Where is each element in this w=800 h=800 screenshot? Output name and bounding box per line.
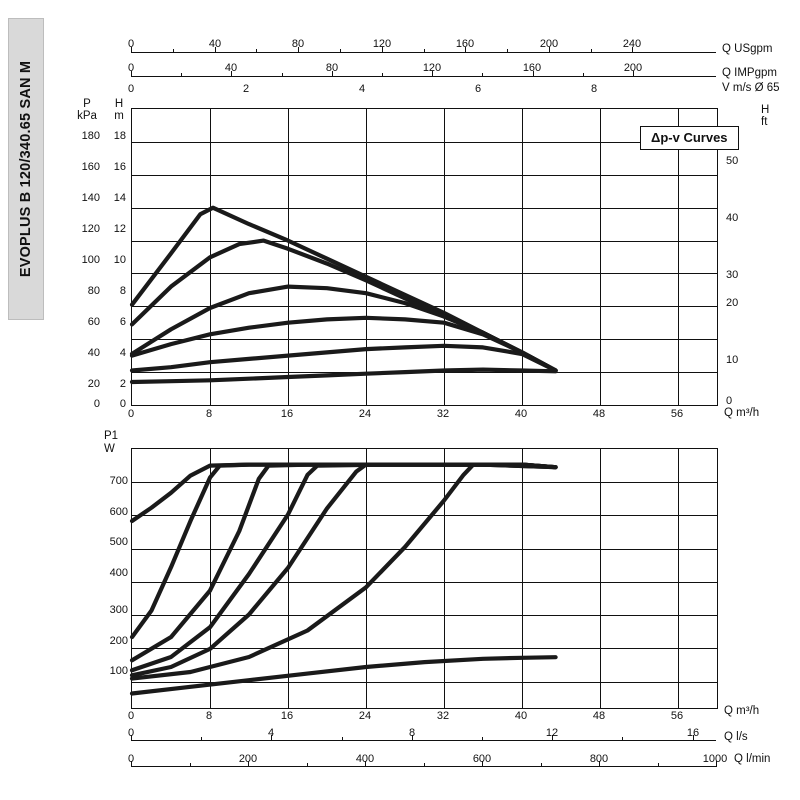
xtick1-48: 48 — [592, 408, 606, 420]
xtick-lmin-400: 400 — [355, 753, 375, 765]
axis-tick-usgpm-0: 0 — [127, 38, 135, 50]
xtick-lmin-200: 200 — [238, 753, 258, 765]
ytick-h-10: 10 — [113, 254, 126, 266]
ytick-p-40: 40 — [87, 347, 100, 359]
legend-label: Δp-v Curves — [651, 130, 728, 145]
axis-title-q-ls: Q l/s — [724, 731, 748, 743]
xtick2-16: 16 — [280, 710, 294, 722]
axis-tick-usgpm-240: 240 — [622, 38, 642, 50]
axis-tick-vms-8: 8 — [590, 83, 598, 95]
xtick1-8: 8 — [205, 408, 213, 420]
xtick2-0: 0 — [127, 710, 135, 722]
ytick-p-160: 160 — [81, 161, 100, 173]
xtick-lmin-1000: 1000 — [702, 753, 728, 765]
curve-power-4 — [132, 465, 556, 671]
axis-title-q-lmin: Q l/min — [734, 753, 771, 765]
ytick-p-120: 120 — [81, 223, 100, 235]
ytick-p-0: 0 — [93, 398, 100, 410]
axis-tick-usgpm-120: 120 — [372, 38, 392, 50]
axis-title-q-m3h-1: Q m³/h — [724, 407, 760, 419]
axis-tick-usgpm-160: 160 — [455, 38, 475, 50]
product-name-label: EVOPLUS B 120/340.65 SAN M — [18, 60, 34, 278]
axis-title-p1-w: P1 W — [104, 430, 119, 455]
head-curves-svg — [132, 109, 717, 405]
bottom-axis-lmin — [131, 766, 716, 767]
curve-power-7 — [132, 657, 556, 693]
top-axis-usgpm — [131, 52, 716, 53]
curve-head-3 — [132, 287, 556, 371]
ytick-h-2: 2 — [119, 378, 126, 390]
curve-head-5 — [132, 346, 556, 371]
ytick-ft-50: 50 — [726, 155, 739, 167]
curve-power-6 — [132, 465, 556, 679]
power-curves-svg — [132, 449, 717, 708]
xtick1-24: 24 — [358, 408, 372, 420]
ytick-p-20: 20 — [87, 378, 100, 390]
ytick-ft-30: 30 — [726, 269, 739, 281]
axis-tick-vms-6: 6 — [474, 83, 482, 95]
axis-title-impgpm: Q IMPgpm — [722, 67, 777, 79]
ytick-ft-40: 40 — [726, 212, 739, 224]
axis-title-h-ft-1: H ft — [761, 104, 770, 128]
xtick2-40: 40 — [514, 710, 528, 722]
ytick-h-4: 4 — [119, 347, 126, 359]
ytick-h-18: 18 — [113, 130, 126, 142]
axis-tick-usgpm-80: 80 — [291, 38, 305, 50]
xtick-ls-16: 16 — [686, 727, 700, 739]
ytick-p-140: 140 — [81, 192, 100, 204]
xtick1-56: 56 — [670, 408, 684, 420]
axis-tick-impgpm-0: 0 — [127, 62, 135, 74]
curve-power-3 — [132, 465, 556, 661]
axis-tick-impgpm-80: 80 — [325, 62, 339, 74]
ytick-p-100: 100 — [81, 254, 100, 266]
xtick1-32: 32 — [436, 408, 450, 420]
ytick-h-16: 16 — [113, 161, 126, 173]
xtick-lmin-800: 800 — [589, 753, 609, 765]
ytick-w-200: 200 — [109, 635, 128, 647]
top-axis-impgpm — [131, 76, 716, 77]
ytick-w-100: 100 — [109, 665, 128, 677]
axis-tick-vms-4: 4 — [358, 83, 366, 95]
axis-title-vms: V m/s Ø 65 — [722, 82, 780, 94]
xtick1-40: 40 — [514, 408, 528, 420]
xtick2-48: 48 — [592, 710, 606, 722]
ytick-w-300: 300 — [109, 604, 128, 616]
ytick-w-600: 600 — [109, 506, 128, 518]
xtick2-56: 56 — [670, 710, 684, 722]
ytick-p-80: 80 — [87, 285, 100, 297]
xtick2-32: 32 — [436, 710, 450, 722]
bottom-axis-ls — [131, 740, 716, 741]
axis-tick-usgpm-200: 200 — [539, 38, 559, 50]
axis-tick-usgpm-40: 40 — [208, 38, 222, 50]
xtick2-24: 24 — [358, 710, 372, 722]
product-name-panel — [8, 18, 44, 320]
ytick-w-700: 700 — [109, 475, 128, 487]
xtick1-16: 16 — [280, 408, 294, 420]
ytick-h-12: 12 — [113, 223, 126, 235]
xtick1-0: 0 — [127, 408, 135, 420]
xtick-lmin-0: 0 — [127, 753, 135, 765]
axis-title-usgpm: Q USgpm — [722, 43, 773, 55]
axis-tick-vms-0: 0 — [127, 83, 135, 95]
ytick-h-0: 0 — [119, 398, 126, 410]
ytick-p-180: 180 — [81, 130, 100, 142]
curve-head-6 — [132, 370, 556, 382]
axis-tick-impgpm-120: 120 — [422, 62, 442, 74]
ytick-h-8: 8 — [119, 285, 126, 297]
ytick-h-6: 6 — [119, 316, 126, 328]
axis-title-h-m-1: H m — [114, 98, 124, 122]
axis-title-p-kpa-1: P kPa — [77, 98, 97, 122]
axis-tick-impgpm-40: 40 — [224, 62, 238, 74]
axis-tick-vms-2: 2 — [242, 83, 250, 95]
xtick-ls-0: 0 — [127, 727, 135, 739]
ytick-ft-20: 20 — [726, 297, 739, 309]
curve-power-5 — [132, 465, 556, 676]
xtick-lmin-600: 600 — [472, 753, 492, 765]
legend-box — [640, 126, 739, 150]
ytick-w-400: 400 — [109, 567, 128, 579]
xtick-ls-8: 8 — [408, 727, 416, 739]
ytick-ft-10: 10 — [726, 354, 739, 366]
chart-head-curves — [131, 108, 718, 406]
ytick-h-14: 14 — [113, 192, 126, 204]
ytick-w-500: 500 — [109, 536, 128, 548]
xtick2-8: 8 — [205, 710, 213, 722]
ytick-ft-0: 0 — [726, 395, 733, 407]
xtick-ls-12: 12 — [545, 727, 559, 739]
axis-tick-impgpm-200: 200 — [623, 62, 643, 74]
xtick-ls-4: 4 — [267, 727, 275, 739]
axis-title-q-m3h-2: Q m³/h — [724, 705, 760, 717]
ytick-p-60: 60 — [87, 316, 100, 328]
axis-tick-impgpm-160: 160 — [522, 62, 542, 74]
chart-power-curves — [131, 448, 718, 709]
